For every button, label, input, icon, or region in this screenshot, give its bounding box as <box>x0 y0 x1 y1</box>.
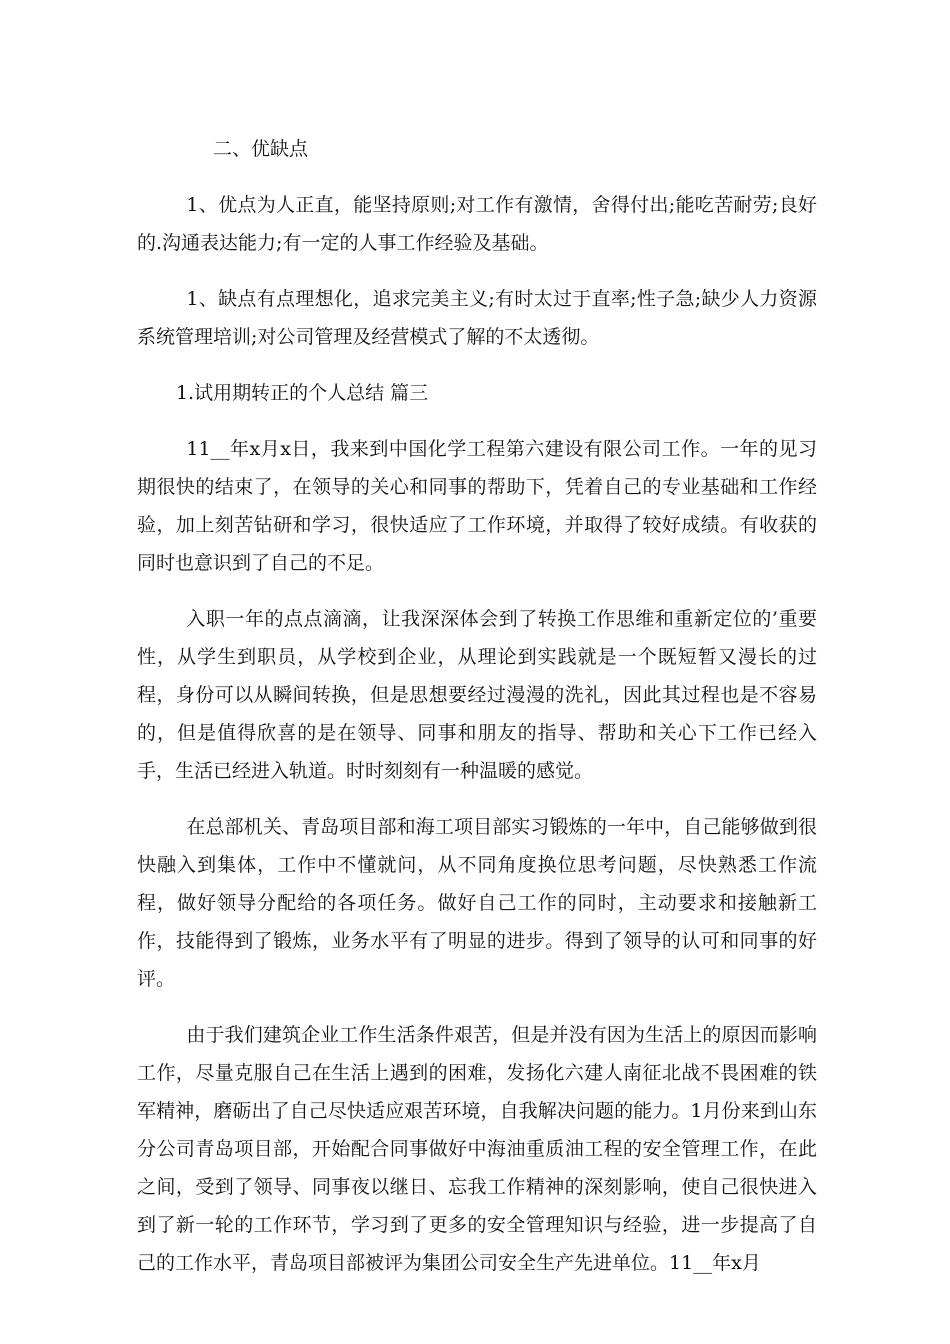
document-body <box>137 130 817 1300</box>
body-paragraph: 11__年x月x日，我来到中国化学工程第六建设有限公司工作。一年的见习期很快的结束了，在领导的关心和同事的帮助下，凭着自己的专业基础和工作经验，加上刻苦钻研和学习，很快适应了工作环境，并取得了较好成绩。有收获的同时也意识到了自己的不足。 <box>137 438 817 574</box>
strengths-paragraph: 1、优点为人正直，能坚持原则;对工作有激情，舍得付出;能吃苦耐劳;良好的.沟通表达能力;有一定的人事工作经验及基础。 <box>137 194 817 254</box>
article-subheading: 1.试用期转正的个人总结 篇三 <box>175 382 429 404</box>
weaknesses-paragraph: 1、缺点有点理想化，追求完美主义;有时太过于直率;性子急;缺少人力资源系统管理培训;对公司管理及经营模式了解的不太透彻。 <box>137 288 817 348</box>
section-heading: 二、优缺点 <box>213 138 309 160</box>
body-paragraph: 在总部机关、青岛项目部和海工项目部实习锻炼的一年中，自己能够做到很快融入到集体，工作中不懂就问，从不同角度换位思考问题，尽快熟悉工作流程，做好领导分配给的各项任务。做好自己工作的同时，主动要求和接触新工作，技能得到了锻炼，业务水平有了明显的进步。得到了领导的认可和同事的好评。 <box>137 816 817 990</box>
body-paragraph: 入职一年的点点滴滴，让我深深体会到了转换工作思维和重新定位的’重要性，从学生到职员，从学校到企业，从理论到实践就是一个既短暂又漫长的过程，身份可以从瞬间转换，但是思想要经过漫漫的洗礼，因此其过程也是不容易的，但是值得欣喜的是在领导、同事和朋友的指导、帮助和关心下工作已经入手，生活已经进入轨道。时时刻刻有一种温暖的感觉。 <box>137 608 817 782</box>
body-paragraph: 由于我们建筑企业工作生活条件艰苦，但是并没有因为生活上的原因而影响工作，尽量克服自己在生活上遇到的困难，发扬化六建人南征北战不畏困难的铁军精神，磨砺出了自己尽快适应艰苦环境，自我解决问题的能力。1月份来到山东分公司青岛项目部，开始配合同事做好中海油重质油工程的安全管理工作，在此之间，受到了领导、同事夜以继日、忘我工作精神的深刻影响，使自己很快进入到了新一轮的工作环节，学习到了更多的安全管理知识与经验，进一步提高了自己的工作水平，青岛项目部被评为集团公司安全生产先进单位。11__年x月 <box>137 1024 817 1274</box>
